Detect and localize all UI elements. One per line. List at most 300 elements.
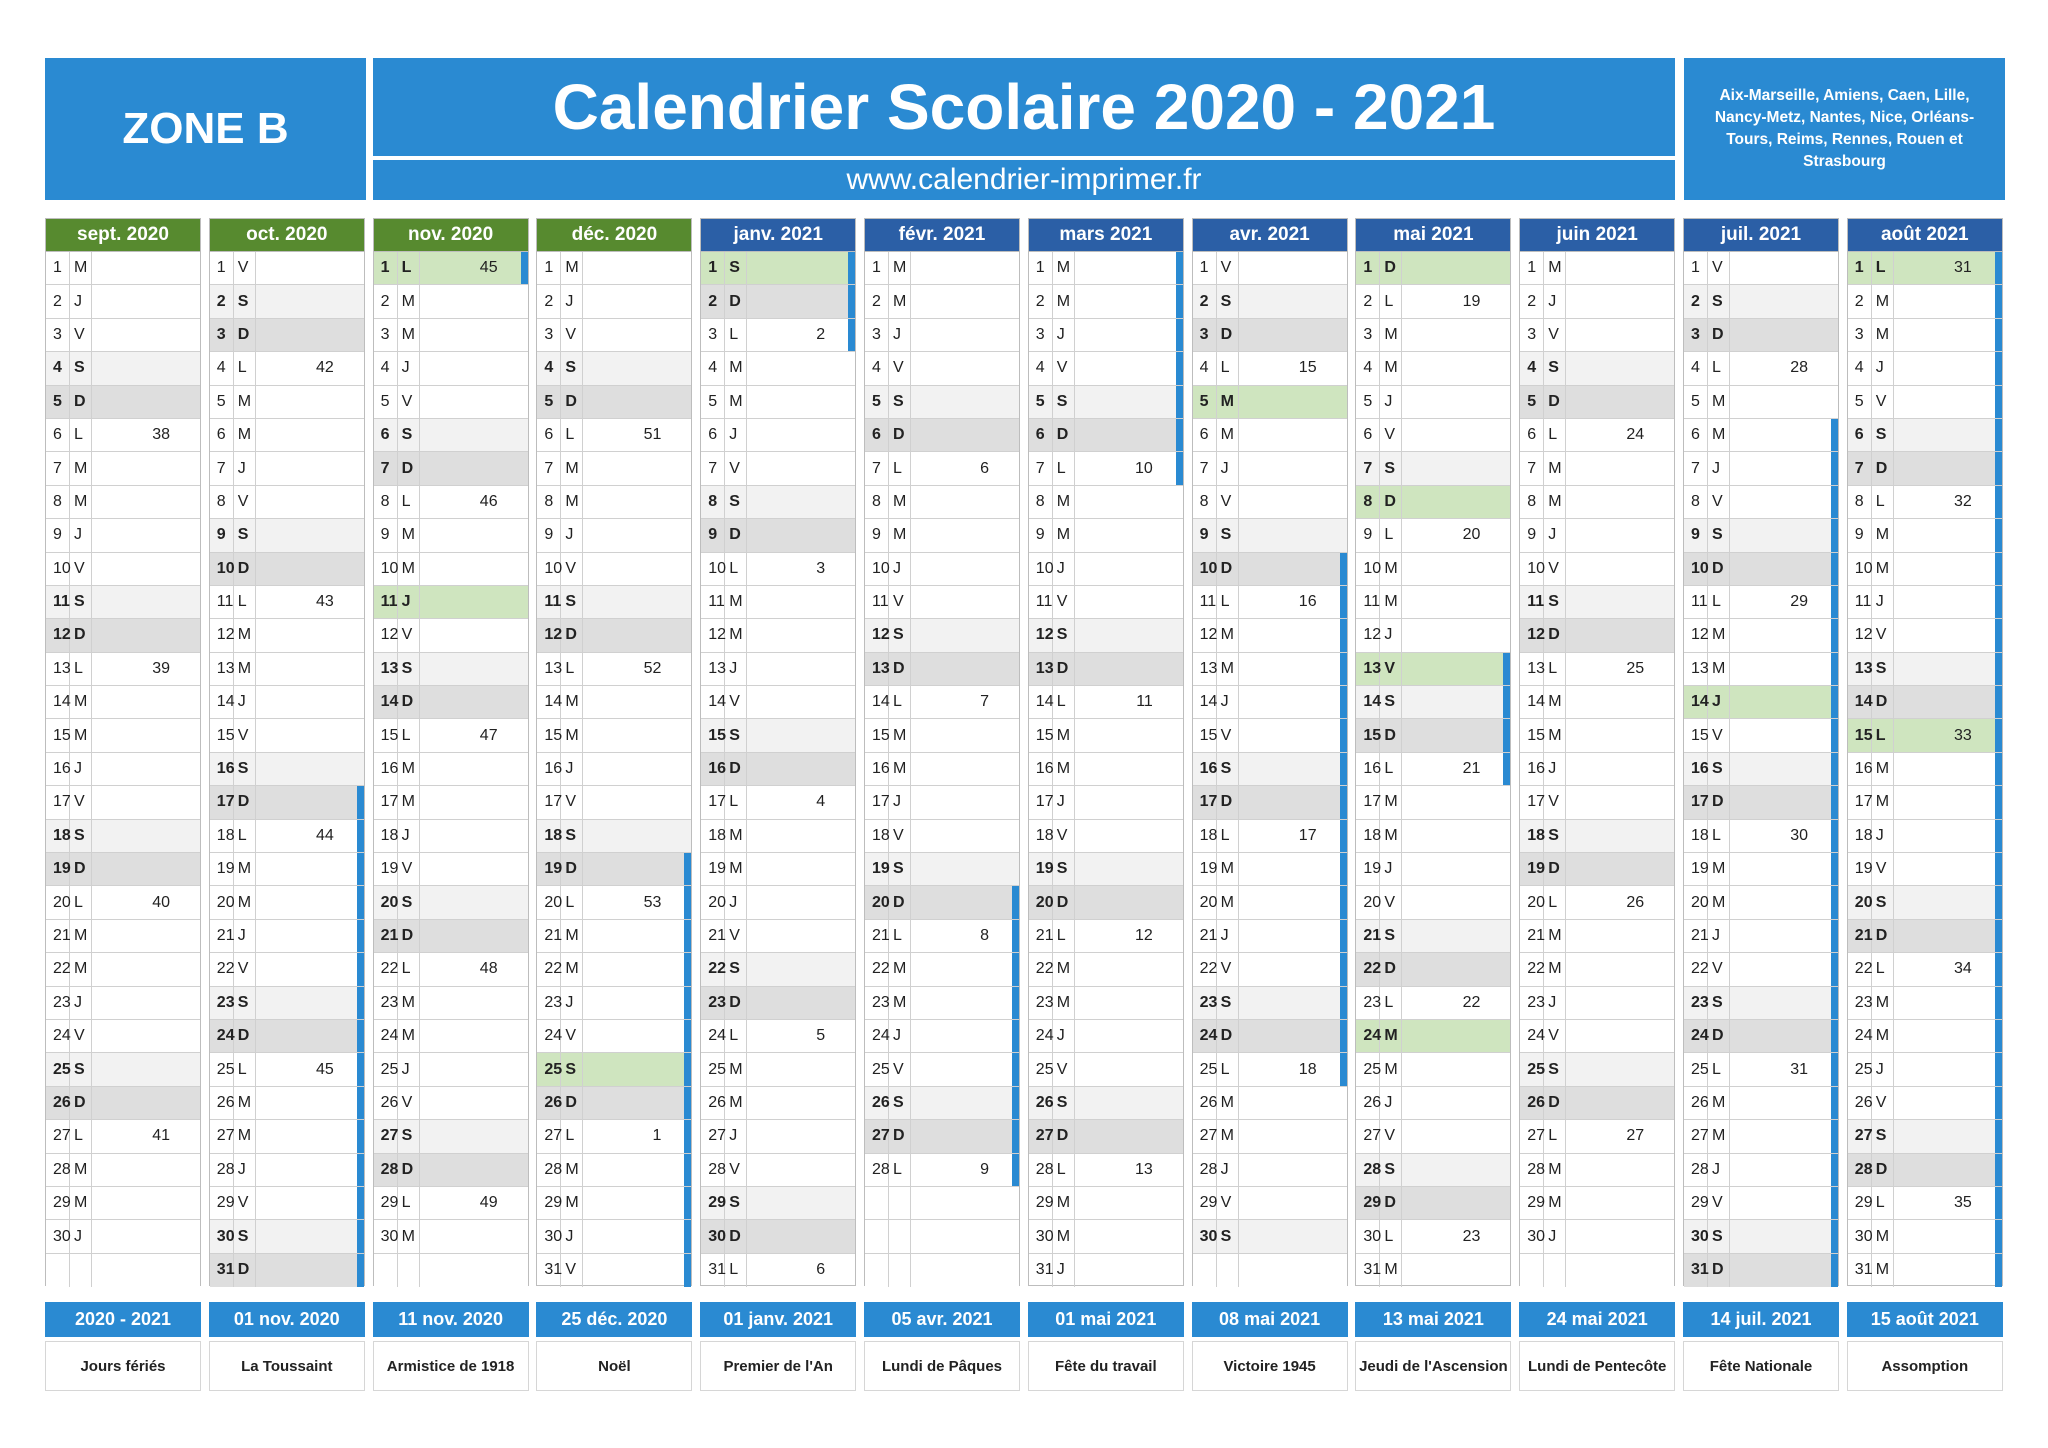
- day-number: 4: [1356, 352, 1380, 384]
- day-row: [1520, 519, 1674, 552]
- day-number: 2: [1684, 285, 1708, 317]
- week-number-cell: [420, 419, 528, 451]
- week-number-cell: [1402, 886, 1510, 918]
- day-row: [537, 920, 691, 953]
- weekday-letter: M: [1872, 987, 1894, 1019]
- weekday-letter: M: [70, 719, 92, 751]
- week-number-cell: [911, 653, 1019, 685]
- week-number-cell: [1730, 1254, 1838, 1287]
- day-number: 21: [1029, 920, 1053, 952]
- week-number-cell: [1730, 452, 1838, 484]
- week-number-cell: [747, 853, 855, 885]
- day-row: [701, 352, 855, 385]
- day-number: 20: [1193, 886, 1217, 918]
- day-number: 21: [210, 920, 234, 952]
- week-number-cell: [1730, 1220, 1838, 1252]
- weekday-letter: J: [1217, 686, 1239, 718]
- week-number-cell: [1402, 1254, 1510, 1287]
- weekday-letter: S: [70, 586, 92, 618]
- day-row: [1684, 953, 1838, 986]
- weekday-letter: L: [889, 686, 911, 718]
- day-row: [374, 319, 528, 352]
- day-number: 8: [1029, 486, 1053, 518]
- day-row: [1193, 553, 1347, 586]
- day-row: [1848, 553, 2002, 586]
- weekday-letter: D: [889, 419, 911, 451]
- week-number-cell: [1730, 553, 1838, 585]
- weekday-letter: J: [1544, 987, 1566, 1019]
- week-number-cell: 6: [980, 459, 989, 477]
- week-number-cell: [583, 1254, 691, 1287]
- week-number-cell: [911, 553, 1019, 585]
- day-number: 4: [701, 352, 725, 384]
- week-number-cell: [1566, 352, 1674, 384]
- day-number: 7: [1193, 452, 1217, 484]
- day-number: 16: [1520, 753, 1544, 785]
- day-row: [46, 1220, 200, 1253]
- week-number-cell: [1239, 953, 1347, 985]
- day-row: [1029, 686, 1183, 719]
- weekday-letter: M: [561, 252, 583, 284]
- day-number: 13: [210, 653, 234, 685]
- month-column: [700, 218, 856, 1286]
- week-number-cell: [583, 319, 691, 351]
- week-number-cell: 25: [1626, 659, 1645, 677]
- day-number: 1: [46, 252, 70, 284]
- day-number: 30: [1029, 1220, 1053, 1252]
- weekday-letter: V: [70, 553, 92, 585]
- week-number-cell: [420, 753, 528, 785]
- weekday-letter: J: [398, 820, 420, 852]
- day-number: 29: [1848, 1187, 1872, 1219]
- day-number: 19: [46, 853, 70, 885]
- day-row: [1193, 452, 1347, 485]
- day-row: [46, 1020, 200, 1053]
- day-row: [374, 352, 528, 385]
- week-number-cell: [1075, 319, 1183, 351]
- week-number-cell: [1402, 853, 1510, 885]
- day-number: 17: [1520, 786, 1544, 818]
- day-number: 18: [1029, 820, 1053, 852]
- day-number: 10: [210, 553, 234, 585]
- day-row: [374, 853, 528, 886]
- weekday-letter: L: [725, 1254, 747, 1287]
- week-number-cell: 18: [1298, 1060, 1317, 1078]
- day-row: [865, 920, 1019, 953]
- week-number-cell: [1566, 987, 1674, 1019]
- week-number-cell: [1075, 386, 1183, 418]
- week-number-cell: [420, 519, 528, 551]
- day-number: 11: [701, 586, 725, 618]
- day-row: [537, 586, 691, 619]
- day-number: 24: [865, 1020, 889, 1052]
- day-number: 5: [1684, 386, 1708, 418]
- day-row: [865, 519, 1019, 552]
- day-row: [1193, 1187, 1347, 1220]
- day-row: [374, 1053, 528, 1086]
- day-number: 7: [374, 452, 398, 484]
- weekday-letter: D: [1544, 619, 1566, 651]
- weekday-letter: M: [1053, 1187, 1075, 1219]
- day-row: [1520, 619, 1674, 652]
- week-number-cell: [747, 820, 855, 852]
- day-number: 3: [210, 319, 234, 351]
- week-number-cell: [1402, 252, 1510, 284]
- month-header: mai 2021: [1356, 219, 1510, 252]
- day-row: [701, 987, 855, 1020]
- day-number: 25: [1029, 1053, 1053, 1085]
- week-number-cell: [1075, 352, 1183, 384]
- day-number: 2: [1356, 285, 1380, 317]
- day-number: 22: [46, 953, 70, 985]
- week-number-cell: [256, 419, 364, 451]
- day-number: 7: [865, 452, 889, 484]
- day-number: 22: [865, 953, 889, 985]
- day-number: 3: [701, 319, 725, 351]
- week-number-cell: [1730, 285, 1838, 317]
- week-number-cell: [747, 1220, 855, 1252]
- day-row: [210, 519, 364, 552]
- weekday-letter: S: [234, 1220, 256, 1252]
- day-row: [701, 486, 855, 519]
- day-number: 16: [701, 753, 725, 785]
- day-row: [1684, 1187, 1838, 1220]
- week-number-cell: [1730, 1120, 1838, 1152]
- month-header: oct. 2020: [210, 219, 364, 252]
- weekday-letter: V: [234, 719, 256, 751]
- week-number-cell: [92, 753, 200, 785]
- weekday-letter: D: [1872, 1154, 1894, 1186]
- week-number-cell: [1566, 753, 1674, 785]
- week-number-cell: [1402, 686, 1510, 718]
- day-row: [1520, 553, 1674, 586]
- day-number: 16: [46, 753, 70, 785]
- weekday-letter: L: [1872, 719, 1894, 751]
- day-number: 4: [865, 352, 889, 384]
- day-row: [1684, 886, 1838, 919]
- day-number: 21: [537, 920, 561, 952]
- week-number-cell: [1894, 886, 2002, 918]
- day-number: 11: [1684, 586, 1708, 618]
- weekday-letter: J: [1708, 920, 1730, 952]
- weekday-letter: J: [70, 285, 92, 317]
- week-number-cell: 27: [1626, 1127, 1645, 1145]
- day-number: 11: [865, 586, 889, 618]
- weekday-letter: S: [1544, 1053, 1566, 1085]
- day-row: [210, 452, 364, 485]
- day-row: [701, 953, 855, 986]
- day-row: [1193, 820, 1347, 853]
- holiday-name: Jours fériés: [45, 1341, 201, 1391]
- day-number: 22: [701, 953, 725, 985]
- day-number: 25: [1848, 1053, 1872, 1085]
- day-row: [1848, 1154, 2002, 1187]
- day-number: 8: [1356, 486, 1380, 518]
- week-number-cell: [747, 586, 855, 618]
- day-row: [537, 486, 691, 519]
- zone-cities: Aix-Marseille, Amiens, Caen, Lille, Nancy-Metz, Nantes, Nice, Orléans-Tours, Reims, Rennes, Rouen et Strasbourg: [1684, 58, 2005, 200]
- weekday-letter: M: [1872, 753, 1894, 785]
- weekday-letter: M: [1872, 319, 1894, 351]
- week-number-cell: [1730, 987, 1838, 1019]
- week-number-cell: 12: [1135, 927, 1153, 944]
- day-number: 25: [374, 1053, 398, 1085]
- day-number: 22: [1684, 953, 1708, 985]
- day-row: [374, 452, 528, 485]
- day-number: 24: [1356, 1020, 1380, 1052]
- day-row: [1848, 1053, 2002, 1086]
- day-row: [1356, 452, 1510, 485]
- day-number: 9: [210, 519, 234, 551]
- day-number: 10: [865, 553, 889, 585]
- day-number: 18: [537, 820, 561, 852]
- week-number-cell: [420, 1154, 528, 1186]
- weekday-letter: S: [1053, 619, 1075, 651]
- day-number: 17: [537, 786, 561, 818]
- weekday-letter: L: [1380, 285, 1402, 317]
- month-column: [209, 218, 365, 1286]
- day-row: [701, 820, 855, 853]
- week-number-cell: [1566, 519, 1674, 551]
- weekday-letter: L: [1053, 686, 1075, 718]
- day-row: [46, 753, 200, 786]
- week-number-cell: [1075, 252, 1183, 284]
- week-number-cell: [747, 352, 855, 384]
- weekday-letter: J: [1872, 586, 1894, 618]
- weekday-letter: M: [1708, 886, 1730, 918]
- day-row: [1848, 686, 2002, 719]
- day-row: [537, 1220, 691, 1253]
- week-number-cell: [1402, 820, 1510, 852]
- day-number: 19: [1684, 853, 1708, 885]
- weekday-letter: L: [889, 1154, 911, 1186]
- weekday-letter: S: [234, 519, 256, 551]
- week-number-cell: [1566, 853, 1674, 885]
- day-row: [701, 419, 855, 452]
- day-number: 19: [537, 853, 561, 885]
- week-number-cell: [583, 386, 691, 418]
- day-number: 9: [1848, 519, 1872, 551]
- day-number: 26: [1684, 1087, 1708, 1119]
- day-number: 5: [865, 386, 889, 418]
- weekday-letter: S: [725, 252, 747, 284]
- day-number: 23: [374, 987, 398, 1019]
- day-row: [537, 1187, 691, 1220]
- day-number: 24: [1848, 1020, 1872, 1052]
- weekday-letter: M: [398, 519, 420, 551]
- weekday-letter: V: [725, 686, 747, 718]
- day-number: 31: [1848, 1254, 1872, 1287]
- day-row: [1356, 252, 1510, 285]
- week-number-cell: [1239, 553, 1347, 585]
- weekday-letter: J: [725, 653, 747, 685]
- day-row: [701, 586, 855, 619]
- day-number: 3: [1356, 319, 1380, 351]
- weekday-letter: V: [725, 452, 747, 484]
- weekday-letter: S: [398, 653, 420, 685]
- weekday-letter: D: [234, 1254, 256, 1287]
- week-number-cell: [583, 719, 691, 751]
- weekday-letter: L: [1872, 486, 1894, 518]
- weekday-letter: D: [561, 619, 583, 651]
- day-number: 3: [1520, 319, 1544, 351]
- week-number-cell: [1894, 853, 2002, 885]
- weekday-letter: S: [1544, 352, 1566, 384]
- weekday-letter: V: [1872, 386, 1894, 418]
- day-number: 18: [865, 820, 889, 852]
- week-number-cell: 44: [316, 826, 334, 844]
- week-number-cell: [256, 953, 364, 985]
- day-row: [1029, 719, 1183, 752]
- day-row: [1193, 319, 1347, 352]
- day-row: [1520, 820, 1674, 853]
- day-number: 6: [1356, 419, 1380, 451]
- website-url[interactable]: www.calendrier-imprimer.fr: [373, 160, 1675, 200]
- day-row: [1029, 352, 1183, 385]
- week-number-cell: [92, 319, 200, 351]
- week-number-cell: 13: [1135, 1160, 1153, 1178]
- week-number-cell: 4: [816, 793, 826, 811]
- day-number: 17: [1356, 786, 1380, 818]
- day-row: [1029, 886, 1183, 919]
- day-row: [701, 719, 855, 752]
- weekday-letter: J: [1053, 1254, 1075, 1287]
- day-number: 22: [1848, 953, 1872, 985]
- week-number-cell: [92, 386, 200, 418]
- weekday-letter: S: [1380, 452, 1402, 484]
- week-number-cell: [420, 920, 528, 952]
- week-number-cell: [1894, 452, 2002, 484]
- weekday-letter: M: [1053, 953, 1075, 985]
- day-row: [1520, 686, 1674, 719]
- weekday-letter: S: [398, 886, 420, 918]
- week-number-cell: [1894, 285, 2002, 317]
- week-number-cell: [747, 452, 855, 484]
- day-number: 12: [701, 619, 725, 651]
- day-number: 20: [210, 886, 234, 918]
- weekday-letter: V: [561, 319, 583, 351]
- day-number: 30: [1520, 1220, 1544, 1252]
- week-number-cell: [420, 619, 528, 651]
- day-row: [1356, 1020, 1510, 1053]
- week-number-cell: [1730, 686, 1838, 718]
- weekday-letter: V: [1544, 319, 1566, 351]
- weekday-letter: J: [1872, 820, 1894, 852]
- day-row: [1029, 1020, 1183, 1053]
- day-row: [1029, 586, 1183, 619]
- weekday-letter: M: [398, 987, 420, 1019]
- week-number-cell: [1239, 1120, 1347, 1152]
- weekday-letter: L: [234, 1053, 256, 1085]
- weekday-letter: V: [1872, 853, 1894, 885]
- day-row: [1684, 553, 1838, 586]
- week-number-cell: [1730, 953, 1838, 985]
- weekday-letter: L: [561, 419, 583, 451]
- day-number: 15: [1193, 719, 1217, 751]
- day-row: [1029, 519, 1183, 552]
- day-number: 22: [374, 953, 398, 985]
- week-number-cell: [1566, 820, 1674, 852]
- week-number-cell: [747, 519, 855, 551]
- weekday-letter: J: [1380, 619, 1402, 651]
- day-number: 7: [1684, 452, 1708, 484]
- weekday-letter: M: [1380, 786, 1402, 818]
- week-number-cell: [911, 786, 1019, 818]
- day-row: [1520, 753, 1674, 786]
- weekday-letter: V: [1380, 419, 1402, 451]
- day-row: [701, 1220, 855, 1253]
- weekday-letter: L: [1380, 987, 1402, 1019]
- weekday-letter: M: [1053, 1220, 1075, 1252]
- day-row: [46, 987, 200, 1020]
- day-number: 13: [865, 653, 889, 685]
- day-row: [1193, 686, 1347, 719]
- day-number: 9: [46, 519, 70, 551]
- weekday-letter: L: [1380, 1220, 1402, 1252]
- week-number-cell: [1894, 1053, 2002, 1085]
- week-number-cell: [256, 252, 364, 284]
- day-number: 5: [374, 386, 398, 418]
- week-number-cell: 46: [479, 492, 498, 510]
- week-number-cell: [583, 1087, 691, 1119]
- day-number: 23: [1520, 987, 1544, 1019]
- day-row: [210, 1187, 364, 1220]
- day-row: [1356, 987, 1510, 1020]
- day-number: 15: [1848, 719, 1872, 751]
- weekday-letter: M: [398, 285, 420, 317]
- weekday-letter: J: [1872, 352, 1894, 384]
- day-row: [1520, 953, 1674, 986]
- day-number: 13: [1848, 653, 1872, 685]
- week-number-cell: [1894, 1254, 2002, 1287]
- weekday-letter: S: [1872, 653, 1894, 685]
- weekday-letter: L: [561, 886, 583, 918]
- day-row: [701, 1120, 855, 1153]
- day-number: 12: [210, 619, 234, 651]
- week-number-cell: [256, 319, 364, 351]
- week-number-cell: [1566, 1087, 1674, 1119]
- weekday-letter: D: [1872, 920, 1894, 952]
- day-row: [210, 1053, 364, 1086]
- week-number-cell: [1239, 653, 1347, 685]
- week-number-cell: [1402, 1053, 1510, 1085]
- week-number-cell: [256, 786, 364, 818]
- weekday-letter: V: [561, 553, 583, 585]
- day-row: [46, 252, 200, 285]
- weekday-letter: S: [725, 953, 747, 985]
- day-number: 8: [865, 486, 889, 518]
- day-number: 14: [374, 686, 398, 718]
- holiday-date: 25 déc. 2020: [536, 1302, 692, 1337]
- day-row: [865, 953, 1019, 986]
- day-row: [865, 386, 1019, 419]
- weekday-letter: L: [398, 252, 420, 284]
- day-number: 29: [1193, 1187, 1217, 1219]
- day-number: 30: [701, 1220, 725, 1252]
- holiday-name: Jeudi de l'Ascension: [1355, 1341, 1511, 1391]
- day-row: [374, 285, 528, 318]
- day-number: 17: [1684, 786, 1708, 818]
- week-number-cell: [1075, 853, 1183, 885]
- weekday-letter: S: [398, 419, 420, 451]
- week-number-cell: [1894, 1087, 2002, 1119]
- week-number-cell: [1075, 1020, 1183, 1052]
- weekday-letter: M: [1708, 1087, 1730, 1119]
- week-number-cell: [911, 352, 1019, 384]
- weekday-letter: J: [561, 1220, 583, 1252]
- day-row: [537, 853, 691, 886]
- day-number: 26: [537, 1087, 561, 1119]
